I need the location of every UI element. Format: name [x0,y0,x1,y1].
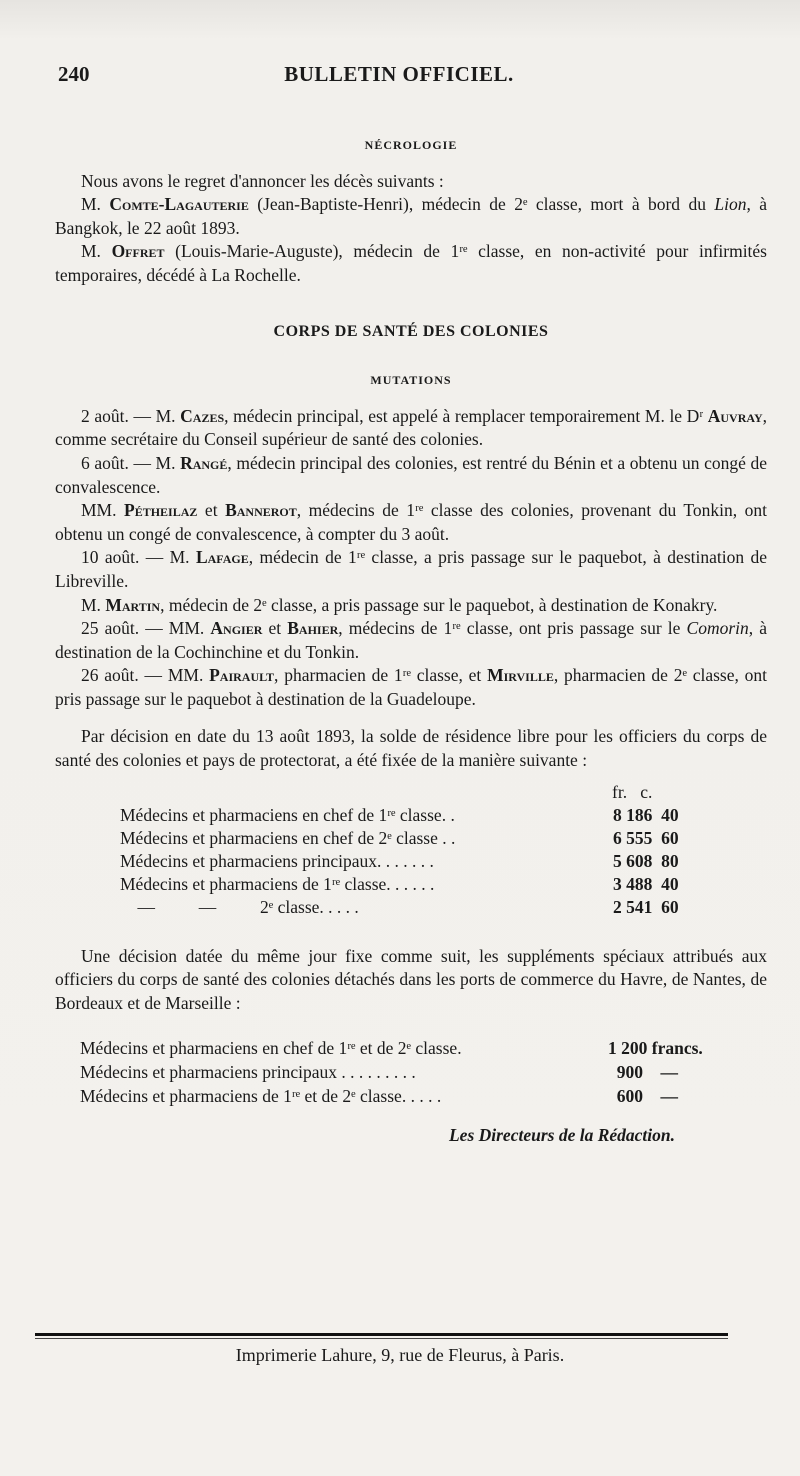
entry-suffix: , à Bangkok, le 22 août 1893. [55,194,767,238]
mutation-text: 25 août. — MM. [81,618,211,639]
mutation-entry [55,594,767,618]
entry-prefix: M. [81,241,112,262]
supplements-intro: Une décision datée du même jour fixe comme suit, les suppléments spéciaux attribués aux officiers du corps de santé des colonies détachés dans les ports de commerce du Havre, de Nantes, de Bordeaux et de Marseille : [55,945,767,1013]
solde-table [55,781,767,919]
person-name: Lafage [195,547,249,568]
person-name: Rangé [180,452,228,473]
necrologie-entry [55,240,767,287]
row-value: 5 608 80 [613,850,679,871]
person-name: Cazes [180,405,225,426]
footer-rule [35,1333,728,1336]
row-label: Médecins et pharmaciens de 1ʳᵉ et de 2ᵉ classe. . . . . [80,1085,442,1106]
table-row [55,1085,767,1109]
table-row [55,896,767,919]
ship-name: Lion [714,194,747,215]
row-label: — — 2ᵉ classe. . . . . [120,896,359,917]
imprint-line: Imprimerie Lahure, 9, rue de Fleurus, à Paris. [235,1345,565,1365]
table-header-row [55,781,767,804]
row-label: Médecins et pharmaciens principaux . . . . . . . . . [80,1062,416,1083]
row-label: Médecins et pharmaciens en chef de 1ʳᵉ et de 2ᵉ classe. [80,1038,462,1059]
solde-intro: Par décision en date du 13 août 1893, la solde de résidence libre pour les officiers du corps de santé des colonies et pays de protectorat, a été fixée de la manière suivante : [55,726,767,771]
mutation-text: 6 août. — M. [81,452,181,473]
mutation-text: 10 août. — M. [81,547,196,568]
mutation-text: M. [81,594,106,615]
mutation-entry [55,664,767,711]
mutation-text: et [262,618,288,639]
person-name: Offret [111,241,165,262]
table-row [55,1061,767,1085]
person-name: Martin [105,594,161,615]
mutation-entry [55,499,767,546]
table-row [55,804,767,827]
necrologie-entry [55,193,767,240]
table-row [55,1037,767,1061]
mutation-text: , à destination de la Cochinchine et du Tonkin. [55,618,767,662]
row-value: 900 — [608,1062,678,1083]
row-label: Médecins et pharmaciens principaux. . . . . . . [120,850,434,871]
entry-text: (Jean-Baptiste-Henri), médecin de 2ᵉ classe, mort à bord du [248,194,715,215]
necrologie-intro: Nous avons le regret d'annoncer les décès suivants : [81,170,444,191]
table-row [55,850,767,873]
row-value: 6 555 60 [613,827,679,848]
signature: Les Directeurs de la Rédaction. [448,1125,675,1146]
person-name: Auvray [707,405,763,426]
entry-prefix: M. [81,194,110,215]
mutation-text: , médecins de 1ʳᵉ classe des colonies, provenant du Tonkin, ont obtenu un congé de convalescence, à compter du 3 août. [55,500,767,544]
mutation-text: , pharmacien de 1ʳᵉ classe, et [274,665,488,686]
mutation-text: , comme secrétaire du Conseil supérieur de santé des colonies. [55,405,767,450]
running-title: BULLETIN OFFICIEL. [284,62,514,86]
mutation-entry [55,546,767,593]
supplements-table [55,1037,767,1108]
row-label: Médecins et pharmaciens en chef de 2ᵉ classe . . [120,827,456,848]
entry-text: (Louis-Marie-Auguste), médecin de 1ʳᵉ classe, en non-activité pour infirmités temporaires, décédé à La Rochelle. [55,241,767,285]
person-name: Angier [210,618,263,639]
person-name: Pairault [209,665,275,686]
corps-heading: CORPS DE SANTÉ DES COLONIES [273,322,549,340]
person-name: Pétheilaz [124,500,198,521]
mutation-text: , pharmacien de 2ᵉ classe, ont pris passage sur le paquebot à destination de la Guadeloupe. [55,665,768,709]
row-value: 1 200 francs. [608,1038,703,1059]
mutation-entry [55,405,767,452]
page-number: 240 [58,62,90,86]
person-name: Mirville [487,665,554,686]
mutation-text: , médecin principal des colonies, est rentré du Bénin et a obtenu un congé de convalescence. [55,452,767,497]
mutation-text: MM. [81,500,125,521]
table-row [55,827,767,850]
mutation-text: , médecin de 1ʳᵉ classe, a pris passage sur le paquebot, à destination de Libreville. [55,547,767,591]
mutation-text: , médecins de 1ʳᵉ classe, ont pris passage sur le [338,618,687,639]
table-row [55,873,767,896]
mutation-entry [55,452,767,499]
mutation-text: 2 août. — M. [81,405,181,426]
row-value: 8 186 40 [613,804,679,825]
person-name: Comte-Lagauterie [109,194,249,215]
row-value: 600 — [608,1085,678,1106]
person-name: Bahier [287,618,339,639]
currency-unit-header: fr. c. [612,781,653,802]
row-value: 2 541 60 [613,896,679,917]
mutation-entry [55,617,767,664]
mutation-text: et [197,500,226,521]
mutations-heading: MUTATIONS [370,373,452,388]
mutation-text: , médecin de 2ᵉ classe, a pris passage sur le paquebot, à destination de Konakry. [160,594,718,615]
footer-rule-thin [35,1338,728,1339]
page-header [58,62,740,92]
necrologie-heading: NÉCROLOGIE [364,138,458,152]
row-label: Médecins et pharmaciens en chef de 1ʳᵉ classe. . [120,804,455,825]
mutation-text: , médecin principal, est appelé à remplacer temporairement M. le Dʳ [224,405,708,426]
page-content [55,134,767,1148]
mutation-text: 26 août. — MM. [81,665,210,686]
ship-name: Comorin [686,618,749,639]
row-label: Médecins et pharmaciens de 1ʳᵉ classe. . . . . . [120,873,435,894]
row-value: 3 488 40 [613,873,679,894]
person-name: Bannerot [225,500,297,521]
